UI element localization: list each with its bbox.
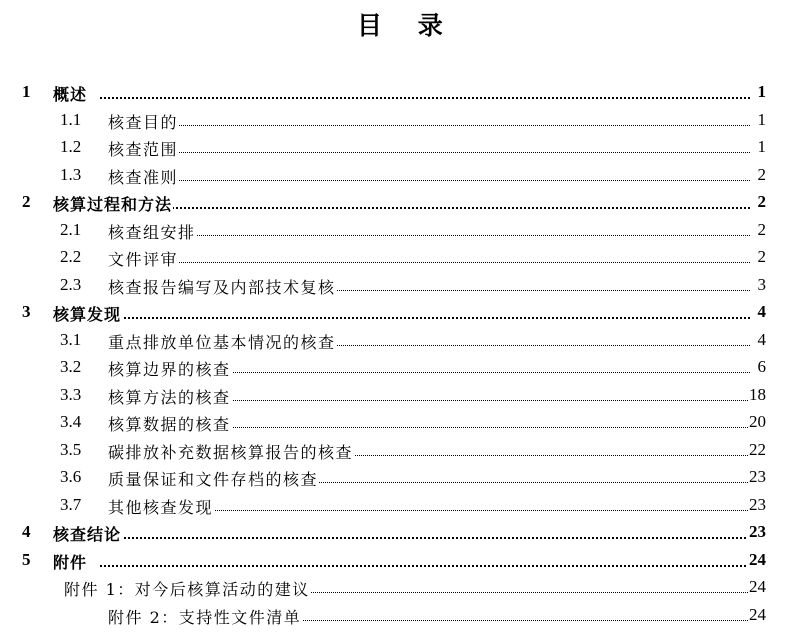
- toc-entry-label: 重点排放单位基本情况的核查: [108, 330, 337, 353]
- toc-entry-page: 4: [757, 302, 766, 321]
- toc-entry-label: 附件 1：对今后核算活动的建议: [64, 577, 311, 600]
- toc-entry-number: 1: [22, 82, 31, 101]
- toc-entry-page: 2: [757, 164, 766, 184]
- toc-dot-leader: [100, 97, 750, 99]
- toc-entry-number: 3.6: [60, 467, 82, 486]
- toc-entry[interactable]: [0, 382, 800, 410]
- toc-entry-page: 1: [757, 137, 766, 156]
- toc-entry[interactable]: [0, 519, 800, 547]
- toc-entry-label: 核算方法的核查: [108, 385, 232, 408]
- toc-entry-label: 核算过程和方法: [53, 192, 173, 215]
- toc-entry-number: 5: [22, 549, 31, 569]
- toc-dot-leader: [150, 262, 750, 263]
- toc-entry[interactable]: [0, 602, 800, 630]
- toc-entry-number: 3.2: [60, 357, 82, 376]
- toc-dot-leader: [150, 180, 750, 181]
- toc-entry[interactable]: [0, 299, 800, 327]
- toc-dot-leader: [100, 537, 750, 539]
- toc-entry[interactable]: [0, 409, 800, 437]
- toc-entry-label: 核算数据的核查: [108, 412, 232, 435]
- toc-entry-number: 1.2: [60, 137, 82, 156]
- toc-entry[interactable]: [0, 217, 800, 245]
- toc-entry-number: 3: [22, 302, 31, 321]
- toc-entry-number: 3.1: [60, 329, 82, 349]
- toc-entry[interactable]: [0, 134, 800, 162]
- toc-entry-label: 附件: [53, 550, 88, 573]
- toc-dot-leader: [100, 317, 750, 319]
- toc-entry[interactable]: [0, 244, 800, 272]
- toc-entry[interactable]: [0, 437, 800, 465]
- toc-entry-page: 3: [757, 274, 766, 294]
- toc-entry-label: 文件评审: [108, 247, 179, 270]
- toc-entry-page: 1: [757, 109, 766, 129]
- toc-entry-label: 概述: [53, 82, 88, 105]
- toc-entry[interactable]: [0, 547, 800, 575]
- toc-entry-page: 23: [749, 494, 766, 514]
- toc-dot-leader: [150, 125, 750, 126]
- toc-entry-page: 23: [749, 522, 766, 541]
- toc-entry-page: 4: [757, 329, 766, 349]
- toc-dot-leader: [150, 427, 750, 428]
- toc-entry[interactable]: [0, 354, 800, 382]
- toc-entry[interactable]: [0, 162, 800, 190]
- toc-entry[interactable]: [0, 107, 800, 135]
- toc-entry[interactable]: [0, 464, 800, 492]
- toc-entry-label: 其他核查发现: [108, 495, 214, 518]
- toc-dot-leader: [100, 565, 750, 567]
- toc-entry-label: 碳排放补充数据核算报告的核查: [108, 440, 354, 463]
- toc-entry-label: 核查范围: [108, 137, 179, 160]
- toc-entry-label: 核查准则: [108, 165, 179, 188]
- toc-dot-leader: [150, 152, 750, 153]
- toc-entry-page: 24: [749, 577, 766, 596]
- toc-entry[interactable]: [0, 492, 800, 520]
- toc-entry[interactable]: [0, 327, 800, 355]
- toc-dot-leader: [150, 400, 750, 401]
- toc-entry-number: 3.4: [60, 412, 82, 431]
- toc-entry-label: 核查组安排: [108, 220, 197, 243]
- toc-entry-page: 2: [757, 192, 766, 211]
- toc-entry-label: 核查报告编写及内部技术复核: [108, 275, 337, 298]
- toc-title: 目 录: [356, 11, 443, 40]
- toc-entry-number: 2.3: [60, 274, 82, 294]
- toc-entry-page: 2: [757, 219, 766, 239]
- toc-entry-label: 附件 2：支持性文件清单: [108, 605, 302, 628]
- toc-entry[interactable]: [0, 79, 800, 107]
- toc-entry-page: 6: [757, 357, 766, 376]
- toc-dot-leader: [150, 510, 750, 511]
- toc-dot-leader: [150, 372, 750, 373]
- toc-entry-number: 1.1: [60, 109, 82, 129]
- toc-entry-number: 3.5: [60, 439, 82, 459]
- toc-entry-label: 核查目的: [108, 110, 179, 133]
- toc-entry-page: 2: [757, 247, 766, 266]
- toc-dot-leader: [150, 235, 750, 236]
- toc-entry-label: 核算边界的核查: [108, 357, 232, 380]
- toc-entry-number: 3.3: [60, 384, 82, 404]
- toc-entry-label: 质量保证和文件存档的核查: [108, 467, 319, 490]
- toc-entry[interactable]: [0, 189, 800, 217]
- toc-entry-label: 核查结论: [53, 522, 122, 545]
- toc-entry[interactable]: [0, 574, 800, 602]
- toc-entry-number: 2.1: [60, 219, 82, 239]
- toc-dot-leader: [100, 207, 750, 209]
- toc-entry-page: 20: [749, 412, 766, 431]
- toc-entry-page: 23: [749, 467, 766, 486]
- toc-entry-number: 2.2: [60, 247, 82, 266]
- toc-entry-page: 18: [749, 384, 766, 404]
- toc-entry-page: 24: [749, 604, 766, 624]
- toc-entry-label: 核算发现: [53, 302, 122, 325]
- toc-entry-page: 22: [749, 439, 766, 459]
- toc-entry[interactable]: [0, 272, 800, 300]
- toc-entry-number: 3.7: [60, 494, 82, 514]
- toc-entry-number: 2: [22, 192, 31, 211]
- toc-entry-number: 4: [22, 522, 31, 541]
- toc-entry-page: 1: [757, 82, 766, 101]
- toc-entry-number: 1.3: [60, 164, 82, 184]
- table-of-contents: [0, 79, 800, 629]
- toc-entry-page: 24: [749, 549, 766, 569]
